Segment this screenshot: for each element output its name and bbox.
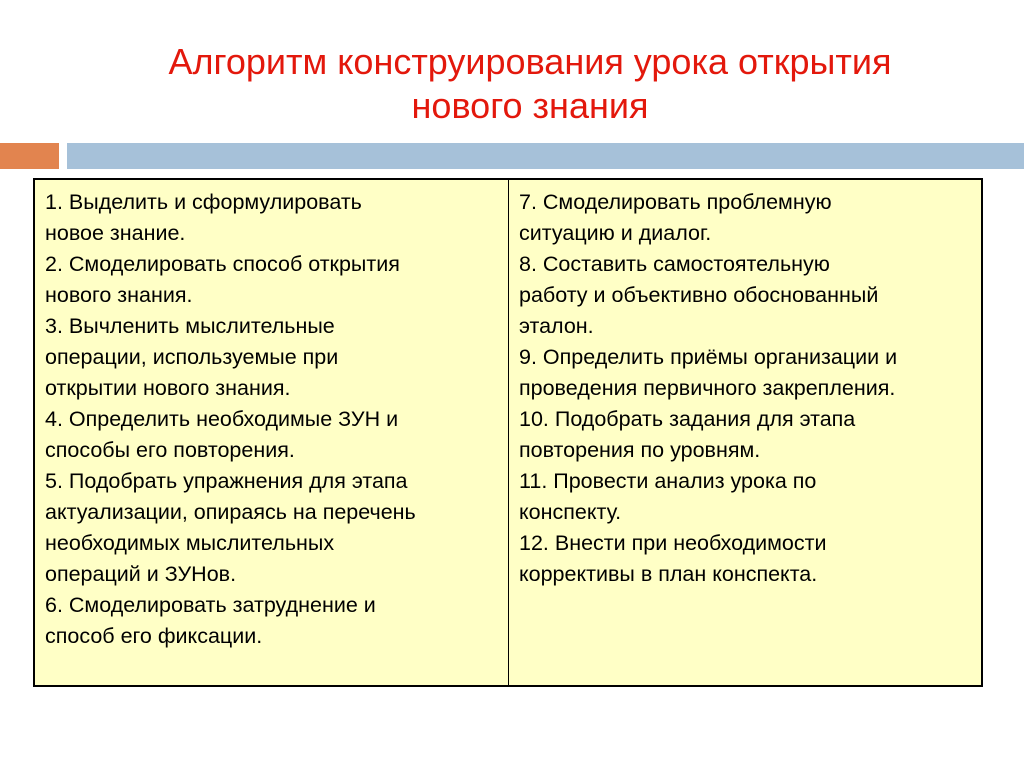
step-item: 11. Провести анализ урока по конспекту. [519,469,817,524]
step-item: 9. Определить приёмы организации и проведения первичного закрепления. [519,345,898,400]
step-item: 8. Составить самостоятельную работу и объективно обоснованный эталон. [519,252,879,338]
step-item: 7. Смоделировать проблемную ситуацию и диалог. [519,190,832,245]
step-item: 10. Подобрать задания для этапа повторения по уровням. [519,407,856,462]
decorative-blue-bar [67,143,1024,169]
step-item: 3. Вычленить мыслительные операции, используемые при открытии нового знания. [45,314,339,400]
step-item: 1. Выделить и сформулировать новое знание. [45,190,362,245]
decorative-orange-bar [0,143,59,169]
right-column [509,180,981,685]
step-item: 12. Внести при необходимости коррективы в план конспекта. [519,531,827,586]
algorithm-table [33,178,983,687]
slide-title: Алгоритм конструирования урока открытия нового знания [168,41,892,126]
step-item: 6. Смоделировать затруднение и способ его фиксации. [45,593,376,648]
step-item: 2. Смоделировать способ открытия нового знания. [45,252,400,307]
step-item: 4. Определить необходимые ЗУН и способы его повторения. [45,407,399,462]
step-item: 5. Подобрать упражнения для этапа актуализации, опираясь на перечень необходимых мыслительных операций и ЗУНов. [45,469,416,586]
left-column [35,180,509,685]
